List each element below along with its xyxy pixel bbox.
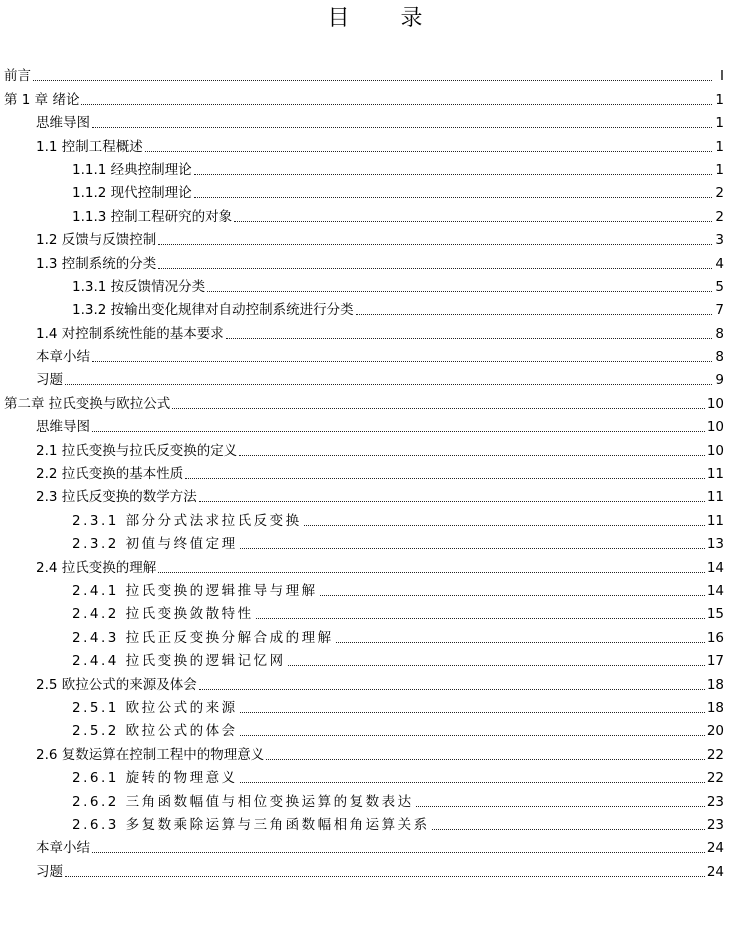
- dot-leader: [240, 711, 705, 713]
- dot-leader: [194, 196, 712, 198]
- toc-entry[interactable]: [0, 648, 724, 671]
- toc-entry-page-number: 18: [706, 676, 724, 693]
- toc-entry-page-number: 22: [706, 746, 724, 763]
- dot-leader: [240, 547, 705, 549]
- toc-entry[interactable]: [0, 812, 724, 835]
- toc-entry-label: 2.6.2 三角函数幅值与相位变换运算的复数表达: [72, 793, 414, 810]
- toc-entry-label: 2.4.2 拉氏变换敛散特性: [72, 606, 254, 623]
- dot-leader: [92, 360, 712, 362]
- toc-entry-label: 1.3.1 按反馈情况分类: [72, 278, 206, 295]
- toc-entry[interactable]: [0, 741, 724, 764]
- toc-entry-label: 2.5.1 欧拉公式的来源: [72, 699, 238, 716]
- toc-entry[interactable]: [0, 484, 724, 507]
- toc-list: [0, 63, 724, 882]
- toc-entry-page-number: 11: [706, 466, 724, 483]
- toc-entry-page-number: 9: [715, 372, 724, 389]
- toc-entry[interactable]: [0, 274, 724, 297]
- toc-entry-page-number: 23: [706, 793, 724, 810]
- toc-entry[interactable]: [0, 858, 724, 881]
- dot-leader: [199, 688, 705, 690]
- dot-leader: [172, 407, 705, 409]
- toc-entry-page-number: 22: [706, 770, 724, 787]
- toc-entry-label: 第 1 章 绪论: [4, 91, 80, 108]
- toc-entry-label: 1.3.2 按输出变化规律对自动控制系统进行分类: [72, 302, 354, 319]
- toc-entry-label: 1.2 反馈与反馈控制: [36, 232, 157, 249]
- dot-leader: [158, 267, 712, 269]
- toc-entry[interactable]: [0, 203, 724, 226]
- toc-entry[interactable]: [0, 180, 724, 203]
- dot-leader: [336, 641, 705, 643]
- toc-entry-page-number: 24: [706, 840, 724, 857]
- dot-leader: [288, 664, 705, 666]
- toc-entry[interactable]: [0, 390, 724, 413]
- dot-leader: [92, 126, 712, 128]
- toc-entry-page-number: 15: [706, 606, 724, 623]
- toc-entry[interactable]: [0, 157, 724, 180]
- toc-entry-page-number: 11: [706, 512, 724, 529]
- toc-entry-page-number: 10: [706, 442, 724, 459]
- toc-entry-label: 第二章 拉氏变换与欧拉公式: [4, 395, 171, 412]
- toc-entry[interactable]: [0, 297, 724, 320]
- toc-entry-label: 2.1 拉氏变换与拉氏反变换的定义: [36, 442, 238, 459]
- toc-entry-page-number: 8: [715, 349, 724, 366]
- dot-leader: [234, 220, 712, 222]
- toc-entry-label: 2.5.2 欧拉公式的体会: [72, 723, 238, 740]
- toc-entry-label: 2.6 复数运算在控制工程中的物理意义: [36, 746, 265, 763]
- toc-entry-page-number: 2: [715, 208, 724, 225]
- dot-leader: [194, 173, 712, 175]
- dot-leader: [65, 875, 705, 877]
- toc-entry-label: 本章小结: [36, 840, 90, 857]
- dot-leader: [240, 734, 705, 736]
- toc-entry-page-number: 13: [706, 536, 724, 553]
- toc-entry-page-number: 18: [706, 699, 724, 716]
- toc-entry-page-number: 1: [715, 115, 724, 132]
- dot-leader: [199, 500, 705, 502]
- dot-leader: [240, 781, 705, 783]
- toc-entry-label: 思维导图: [36, 115, 90, 132]
- toc-entry-label: 1.1.3 控制工程研究的对象: [72, 208, 233, 225]
- toc-entry-page-number: 17: [706, 653, 724, 670]
- dot-leader: [207, 290, 712, 292]
- toc-entry-label: 2.3 拉氏反变换的数学方法: [36, 489, 197, 506]
- toc-entry[interactable]: [0, 788, 724, 811]
- dot-leader: [304, 524, 705, 526]
- toc-entry[interactable]: [0, 554, 724, 577]
- toc-entry-page-number: 3: [715, 232, 724, 249]
- dot-leader: [158, 571, 705, 573]
- toc-entry[interactable]: [0, 86, 724, 109]
- toc-entry-page-number: 14: [706, 559, 724, 576]
- dot-leader: [92, 851, 705, 853]
- toc-entry-page-number: 7: [715, 302, 724, 319]
- toc-entry-label: 2.4.1 拉氏变换的逻辑推导与理解: [72, 582, 318, 599]
- toc-entry-page-number: 23: [706, 816, 724, 833]
- toc-entry-page-number: 16: [706, 629, 724, 646]
- toc-entry-label: 2.5 欧拉公式的来源及体会: [36, 676, 197, 693]
- dot-leader: [226, 337, 712, 339]
- toc-entry[interactable]: [0, 601, 724, 624]
- toc-entry-page-number: 20: [706, 723, 724, 740]
- page-title: 目 录: [327, 6, 445, 31]
- toc-entry-label: 1.3 控制系统的分类: [36, 255, 157, 272]
- toc-entry-page-number: 1: [715, 138, 724, 155]
- toc-entry-page-number: 4: [715, 255, 724, 272]
- dot-leader: [320, 594, 705, 596]
- toc-entry-label: 习题: [36, 863, 63, 880]
- toc-entry-label: 本章小结: [36, 349, 90, 366]
- toc-entry-page-number: 11: [706, 489, 724, 506]
- dot-leader: [65, 383, 712, 385]
- dot-leader: [432, 828, 705, 830]
- dot-leader: [356, 313, 712, 315]
- toc-entry[interactable]: [0, 765, 724, 788]
- dot-leader: [81, 103, 712, 105]
- dot-leader: [33, 79, 712, 81]
- toc-entry-page-number: 1: [715, 161, 724, 178]
- toc-entry-page-number: 2: [715, 185, 724, 202]
- toc-entry-page-number: 10: [706, 395, 724, 412]
- toc-entry-label: 2.4 拉氏变换的理解: [36, 559, 157, 576]
- toc-entry-label: 2.2 拉氏变换的基本性质: [36, 466, 184, 483]
- toc-entry-page-number: 8: [715, 325, 724, 342]
- toc-entry[interactable]: [0, 531, 724, 554]
- toc-entry[interactable]: [0, 414, 724, 437]
- dot-leader: [239, 454, 705, 456]
- toc-entry-label: 2.4.4 拉氏变换的逻辑记忆网: [72, 653, 286, 670]
- toc-entry-label: 2.6.1 旋转的物理意义: [72, 770, 238, 787]
- toc-entry-page-number: 1: [715, 91, 724, 108]
- dot-leader: [266, 758, 705, 760]
- toc-entry[interactable]: [0, 578, 724, 601]
- toc-entry-page-number: 5: [715, 278, 724, 295]
- toc-entry[interactable]: [0, 367, 724, 390]
- toc-entry-page-number: 14: [706, 582, 724, 599]
- toc-entry-page-number: I: [720, 68, 724, 85]
- dot-leader: [158, 243, 712, 245]
- toc-entry[interactable]: [0, 133, 724, 156]
- toc-entry[interactable]: [0, 344, 724, 367]
- toc-entry[interactable]: [0, 461, 724, 484]
- toc-entry[interactable]: [0, 718, 724, 741]
- toc-entry[interactable]: [0, 110, 724, 133]
- toc-entry[interactable]: [0, 507, 724, 530]
- toc-entry[interactable]: [0, 624, 724, 647]
- toc-entry-label: 前言: [4, 68, 31, 85]
- toc-entry[interactable]: [0, 250, 724, 273]
- dot-leader: [185, 477, 705, 479]
- dot-leader: [416, 805, 705, 807]
- toc-entry[interactable]: [0, 227, 724, 250]
- toc-entry[interactable]: [0, 695, 724, 718]
- toc-entry-label: 习题: [36, 372, 63, 389]
- toc-entry-label: 思维导图: [36, 419, 90, 436]
- toc-entry-label: 2.3.1 部分分式法求拉氏反变换: [72, 512, 302, 529]
- toc-entry-page-number: 24: [706, 863, 724, 880]
- dot-leader: [145, 150, 712, 152]
- toc-entry-label: 1.1 控制工程概述: [36, 138, 143, 155]
- dot-leader: [92, 430, 705, 432]
- toc-entry-label: 2.3.2 初值与终值定理: [72, 536, 238, 553]
- toc-entry[interactable]: [0, 63, 724, 86]
- dot-leader: [256, 617, 705, 619]
- toc-entry-label: 2.4.3 拉氏正反变换分解合成的理解: [72, 629, 334, 646]
- toc-entry[interactable]: [0, 320, 724, 343]
- toc-entry[interactable]: [0, 437, 724, 460]
- toc-entry-label: 2.6.3 多复数乘除运算与三角函数幅相角运算关系: [72, 816, 430, 833]
- toc-entry-label: 1.1.2 现代控制理论: [72, 185, 192, 202]
- toc-entry-page-number: 10: [706, 419, 724, 436]
- toc-entry-label: 1.1.1 经典控制理论: [72, 161, 192, 178]
- toc-entry-label: 1.4 对控制系统性能的基本要求: [36, 325, 224, 342]
- toc-entry[interactable]: [0, 835, 724, 858]
- toc-entry[interactable]: [0, 671, 724, 694]
